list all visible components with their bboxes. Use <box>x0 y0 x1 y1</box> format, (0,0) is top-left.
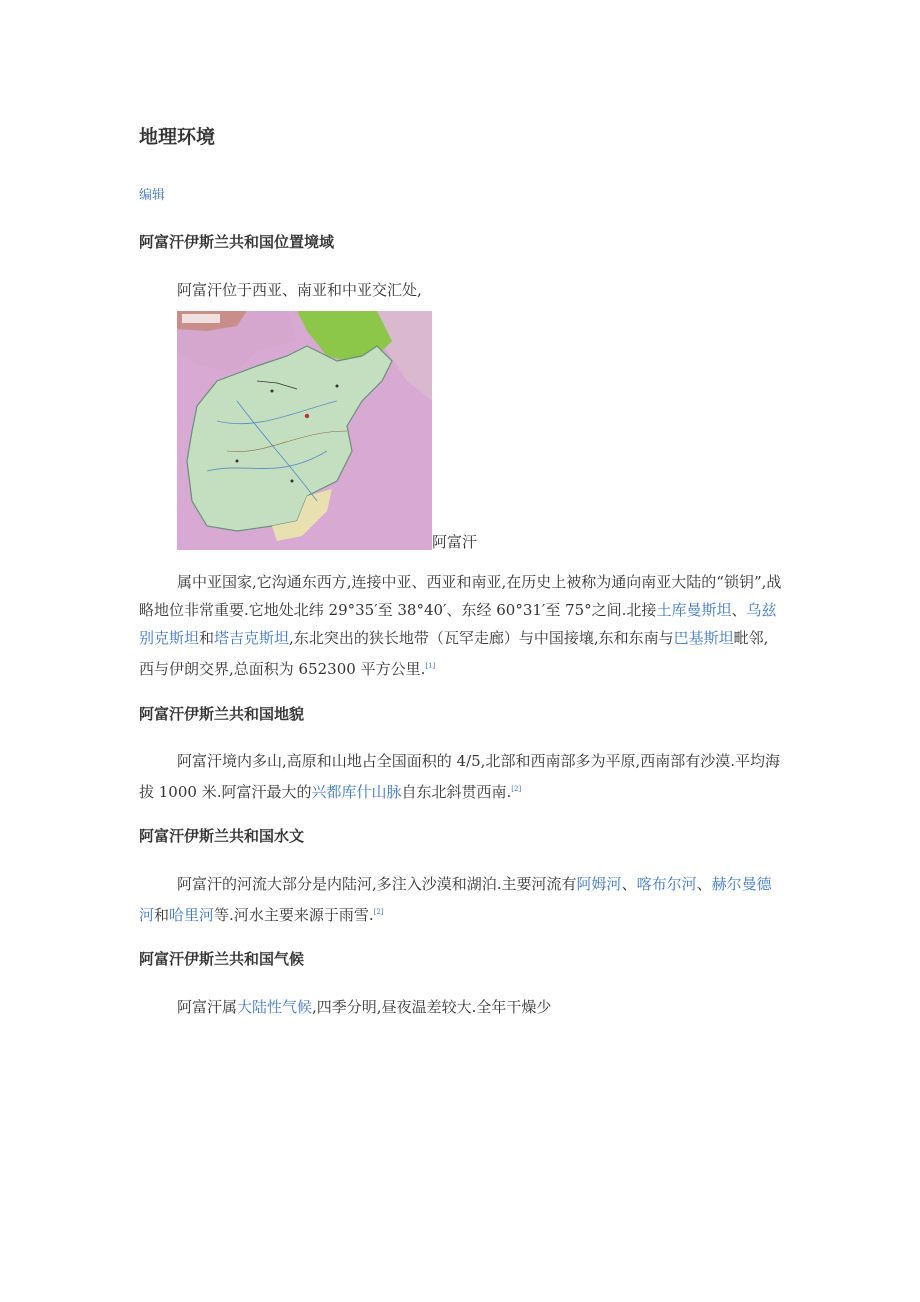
link-hindu-kush[interactable]: 兴都库什山脉 <box>311 783 402 801</box>
location-intro: 阿富汗位于西亚、南亚和中亚交汇处, <box>177 281 422 299</box>
link-turkmenistan[interactable]: 土库曼斯坦 <box>656 601 732 619</box>
terrain-paragraph: 阿富汗境内多山,高原和山地占全国面积的 4/5,北部和西南部多为平原,西南部有沙漠.平均海拔 1000 米.阿富汗最大的兴都库什山脉自东北斜贯西南.[2] <box>139 752 780 801</box>
link-continental-climate[interactable]: 大陆性气候 <box>237 998 313 1016</box>
location-paragraph: 属中亚国家,它沟通东西方,连接中亚、西亚和南亚,在历史上被称为通向南亚大陆的“锁钥”,战略地位非常重要.它地处北纬 29°35′至 38°40′、东经 60°31′至 75°之间.北接土库曼斯坦、乌兹别克斯坦和塔吉克斯坦,东北突出的狭长地带（瓦罕走廊）与中国接壤,东和东南与巴基斯坦毗邻,西与伊朗交界,总面积为 652300 平方公里.[1] <box>139 573 782 678</box>
link-uzbekistan[interactable]: 乌兹别克斯坦 <box>139 601 777 647</box>
heading-terrain: 阿富汗伊斯兰共和国地貌 <box>139 705 305 723</box>
reference-1[interactable]: [1] <box>425 662 436 670</box>
link-helmand-river[interactable]: 赫尔曼德河 <box>139 875 772 924</box>
link-kabul-river[interactable]: 喀布尔河 <box>636 875 697 893</box>
afghanistan-map-image <box>177 311 432 550</box>
hydrology-paragraph: 阿富汗的河流大部分是内陆河,多注入沙漠和湖泊.主要河流有阿姆河、喀布尔河、赫尔曼德河和哈里河等.河水主要来源于雨雪.[2] <box>139 875 772 924</box>
climate-paragraph: 阿富汗属大陆性气候,四季分明,昼夜温差较大.全年干燥少 <box>177 998 552 1016</box>
edit-link[interactable]: 编辑 <box>139 188 166 203</box>
link-tajikistan[interactable]: 塔吉克斯坦 <box>214 629 290 647</box>
reference-2[interactable]: [2] <box>511 785 522 793</box>
link-amu-river[interactable]: 阿姆河 <box>576 875 622 893</box>
link-pakistan[interactable]: 巴基斯坦 <box>673 629 734 647</box>
section-title: 地理环境 <box>139 126 216 148</box>
heading-hydrology: 阿富汗伊斯兰共和国水文 <box>139 827 305 845</box>
map-caption: 阿富汗 <box>432 533 478 551</box>
heading-location: 阿富汗伊斯兰共和国位置境域 <box>139 233 335 251</box>
afghanistan-map-figure <box>177 311 478 551</box>
reference-2-hydrology[interactable]: [2] <box>373 908 384 916</box>
link-hari-river[interactable]: 哈里河 <box>169 906 215 924</box>
heading-climate: 阿富汗伊斯兰共和国气候 <box>139 950 305 968</box>
